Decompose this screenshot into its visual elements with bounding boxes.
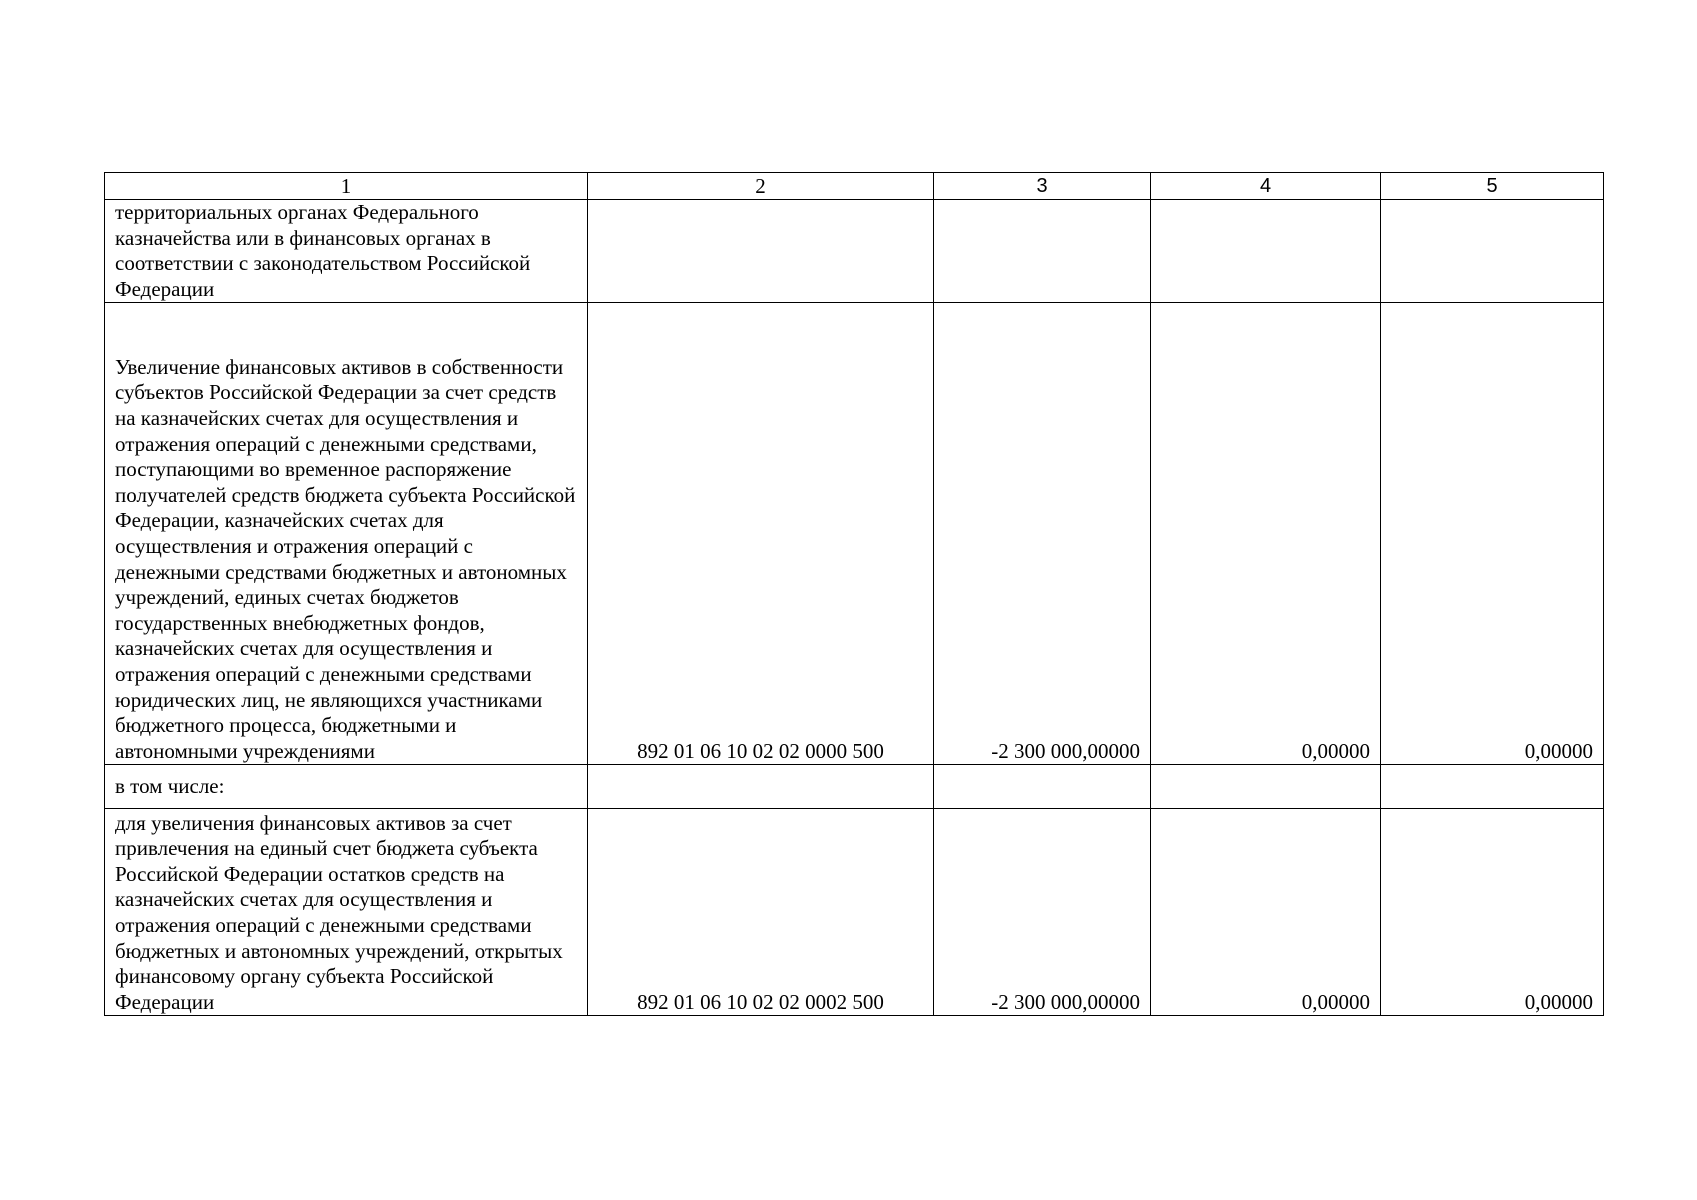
row-name-cell: в том числе: <box>105 765 588 809</box>
column-header-5: 5 <box>1381 173 1604 200</box>
budget-sources-table <box>104 172 1604 1016</box>
row-value-3-cell: -2 300 000,00000 <box>934 809 1151 1016</box>
column-header-3: 3 <box>934 173 1151 200</box>
column-header-1: 1 <box>105 173 588 200</box>
row-value-3-cell: -2 300 000,00000 <box>934 303 1151 765</box>
column-header-4: 4 <box>1151 173 1381 200</box>
row-name-cell: Увеличение финансовых активов в собственности субъектов Российской Федерации за счет средств на казначейских счетах для осуществления и отражения операций с денежными средствами, поступающими во временное распоряжение получателей средств бюджета субъекта Российской Федерации, казначейских счетах для осуществления и отражения операций с денежными средствами бюджетных и автономных учреждений, единых счетах бюджетов государственных внебюджетных фондов, казначейских счетах для осуществления и отражения операций с денежными средствами юридических лиц, не являющихся участниками бюджетного процесса, бюджетными и автономными учреждениями <box>105 303 588 765</box>
row-code-cell <box>588 765 934 809</box>
row-name-cell: для увеличения финансовых активов за счет привлечения на единый счет бюджета субъекта Российской Федерации остатков средств на казначейских счетах для осуществления и отражения операций с денежными средствами бюджетных и автономных учреждений, открытых финансовому органу субъекта Российской Федерации <box>105 809 588 1016</box>
row-code-cell <box>588 200 934 303</box>
row-value-5-cell <box>1381 765 1604 809</box>
row-value-5-cell: 0,00000 <box>1381 809 1604 1016</box>
row-value-4-cell: 0,00000 <box>1151 303 1381 765</box>
row-code-cell: 892 01 06 10 02 02 0002 500 <box>588 809 934 1016</box>
row-name-cell: территориальных органах Федерального казначейства или в финансовых органах в соответствии с законодательством Российской Федерации <box>105 200 588 303</box>
row-code-cell: 892 01 06 10 02 02 0000 500 <box>588 303 934 765</box>
table-row <box>105 303 1604 765</box>
table-row <box>105 765 1604 809</box>
row-value-3-cell <box>934 200 1151 303</box>
column-header-2: 2 <box>588 173 934 200</box>
row-value-5-cell <box>1381 200 1604 303</box>
row-value-3-cell <box>934 765 1151 809</box>
table-body <box>105 200 1604 1016</box>
header-row <box>105 173 1604 200</box>
row-value-4-cell: 0,00000 <box>1151 809 1381 1016</box>
row-value-5-cell: 0,00000 <box>1381 303 1604 765</box>
table-row <box>105 200 1604 303</box>
table-row <box>105 809 1604 1016</box>
table-header <box>105 173 1604 200</box>
row-value-4-cell <box>1151 200 1381 303</box>
row-value-4-cell <box>1151 765 1381 809</box>
